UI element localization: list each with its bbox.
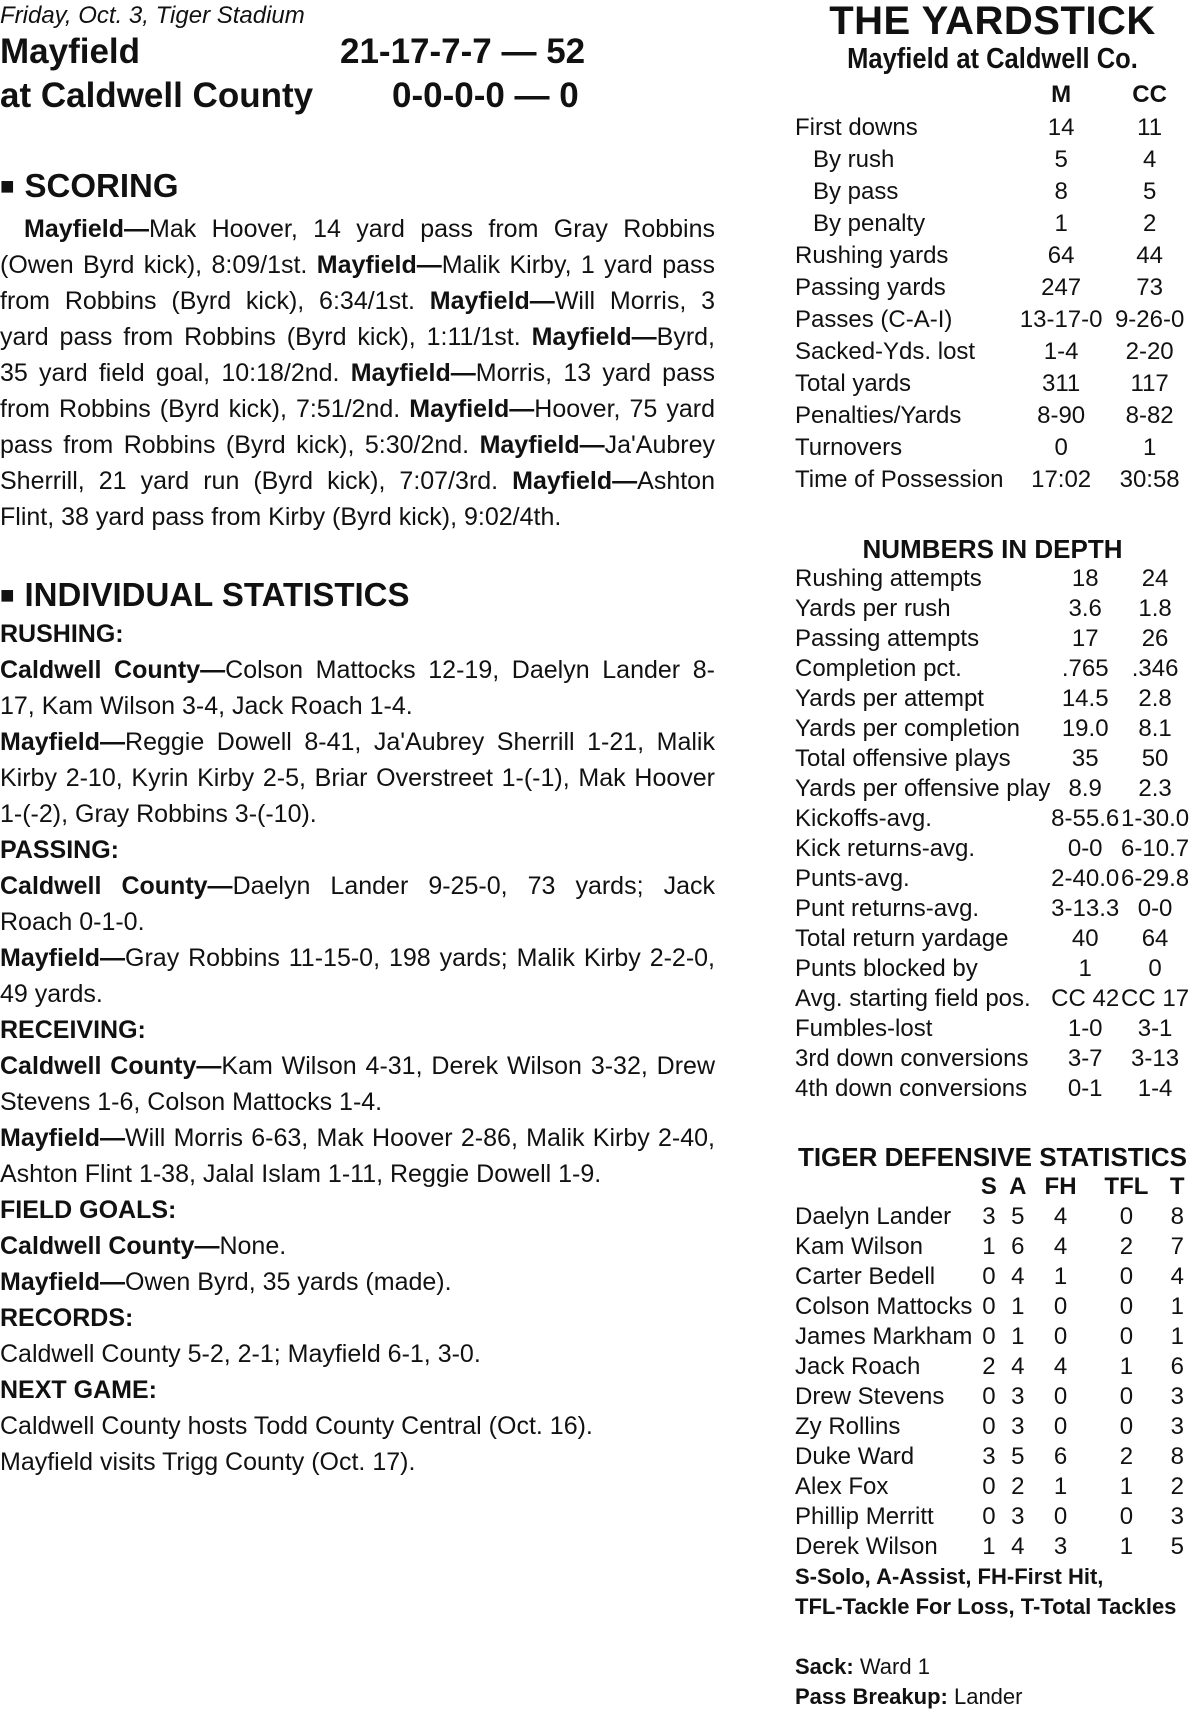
defender-stat: 0	[1053, 1323, 1068, 1350]
def-col-header: S	[980, 1173, 997, 1200]
depth-row	[795, 804, 1190, 834]
defender-name: James Markham	[795, 1323, 973, 1350]
scoring-team: Mayfield—	[512, 467, 638, 495]
depth-caldwell: .346	[1131, 655, 1179, 682]
stat-mayfield: 13-17-0	[1019, 306, 1103, 333]
stat-caldwell: 4	[1142, 146, 1157, 173]
defender-row	[795, 1352, 1190, 1382]
yardstick-row	[795, 400, 1190, 432]
depth-mayfield: 8-55.6	[1051, 805, 1120, 832]
defender-stat: 5	[1011, 1203, 1025, 1230]
defender-stat: 3	[982, 1203, 996, 1230]
depth-mayfield: 8.9	[1068, 775, 1102, 802]
records-text: Caldwell County 5-2, 2-1; Mayfield 6-1, 3-0.	[0, 1340, 481, 1368]
yardstick-table	[795, 78, 1190, 496]
defender-stat: 2	[1170, 1473, 1184, 1500]
square-bullet-icon: ■	[0, 173, 15, 200]
stat-label: By penalty	[813, 210, 926, 237]
stat-mayfield: 0	[1054, 434, 1068, 461]
scoring-play: Morris, 13 yard pass from Robbins (Byrd kick), 7:51/2nd.	[0, 359, 715, 423]
defender-stat: 0	[1119, 1383, 1134, 1410]
passing-heading: PASSING:	[0, 836, 119, 864]
yardstick-row	[795, 304, 1190, 336]
defender-stat: 3	[1011, 1503, 1025, 1530]
defender-stat: 0	[1119, 1323, 1134, 1350]
defender-stat: 0	[982, 1383, 996, 1410]
defender-stat: 6	[1011, 1233, 1025, 1260]
depth-caldwell: 0-0	[1137, 895, 1173, 922]
depth-mayfield: 3.6	[1068, 595, 1102, 622]
depth-caldwell: 24	[1141, 565, 1169, 592]
stat-caldwell: 5	[1142, 178, 1157, 205]
receiving-mayfield: Mayfield—Will Morris 6-63, Mak Hoover 2-86, Malik Kirby 2-40, Ashton Flint 1-38, Jalal Islam 1-11, Reggie Dowell 1-9.	[0, 1124, 715, 1188]
stat-label: Passing yards	[795, 274, 946, 301]
defender-stat: 1	[1011, 1323, 1025, 1350]
yardstick-row	[795, 112, 1190, 144]
scoring-team: Mayfield—	[350, 359, 476, 387]
depth-label: Total offensive plays	[795, 745, 1011, 772]
defender-stat: 1	[1053, 1263, 1068, 1290]
depth-mayfield: 2-40.0	[1051, 865, 1120, 892]
depth-row	[795, 654, 1190, 684]
depth-label: Kick returns-avg.	[795, 835, 976, 862]
depth-row	[795, 774, 1190, 804]
passing-caldwell: Caldwell County—Daelyn Lander 9-25-0, 73 yards; Jack Roach 0-1-0.	[0, 872, 715, 936]
rushing-heading: RUSHING:	[0, 620, 124, 648]
records-heading: RECORDS:	[0, 1304, 134, 1332]
defensive-stats-table	[795, 1172, 1190, 1562]
defender-stat: 1	[982, 1233, 996, 1260]
defender-row	[795, 1202, 1190, 1232]
depth-label: Fumbles-lost	[795, 1015, 933, 1042]
defender-stat: 0	[982, 1323, 996, 1350]
depth-mayfield: 0-1	[1067, 1075, 1103, 1102]
scoring-team: Mayfield—	[479, 431, 605, 459]
depth-label: Punts blocked by	[795, 955, 978, 982]
depth-row	[795, 894, 1190, 924]
depth-mayfield: 14.5	[1061, 685, 1109, 712]
defender-stat: 0	[982, 1473, 996, 1500]
rushing-caldwell: Caldwell County—Colson Mattocks 12-19, Daelyn Lander 8-17, Kam Wilson 3-4, Jack Roach 1-4.	[0, 656, 715, 720]
stats-legend: S-Solo, A-Assist, FH-First Hit, TFL-Tackle For Loss, T-Total Tackles	[795, 1564, 1177, 1619]
defender-row	[795, 1292, 1190, 1322]
scoring-team: Mayfield—	[429, 287, 555, 315]
yardstick-row	[795, 240, 1190, 272]
defender-name: Derek Wilson	[795, 1533, 938, 1560]
defender-stat: 3	[1170, 1383, 1184, 1410]
depth-row	[795, 924, 1190, 954]
depth-mayfield: 3-7	[1067, 1045, 1103, 1072]
depth-label: Completion pct.	[795, 655, 962, 682]
defender-stat: 0	[982, 1503, 996, 1530]
depth-caldwell: 6-29.8	[1121, 865, 1190, 892]
scoring-play: Will Morris, 3 yard pass from Robbins (Byrd kick), 1:11/1st.	[0, 287, 715, 351]
depth-label: Passing attempts	[795, 625, 980, 652]
defender-name: Jack Roach	[795, 1353, 921, 1380]
stat-mayfield: 8-90	[1037, 402, 1086, 429]
defender-name: Zy Rollins	[795, 1413, 901, 1440]
score-team: at Caldwell County	[0, 76, 314, 115]
stat-mayfield: 1	[1054, 210, 1068, 237]
defender-row	[795, 1412, 1190, 1442]
depth-caldwell: 3-13	[1131, 1045, 1180, 1072]
defensive-stats-heading: TIGER DEFENSIVE STATISTICS	[797, 1142, 1188, 1172]
depth-caldwell: 64	[1141, 925, 1169, 952]
depth-caldwell: 8.1	[1138, 715, 1172, 742]
numbers-in-depth-heading: NUMBERS IN DEPTH	[862, 534, 1123, 564]
defender-row	[795, 1532, 1190, 1562]
depth-caldwell: CC 17	[1121, 985, 1190, 1012]
defender-stat: 0	[982, 1293, 996, 1320]
yardstick-header-row	[795, 78, 1190, 112]
depth-caldwell: 1-4	[1137, 1075, 1173, 1102]
defender-name: Alex Fox	[795, 1473, 889, 1500]
depth-mayfield: 18	[1071, 565, 1099, 592]
score-line: 21-17-7-7 — 52	[340, 32, 586, 71]
yardstick-row	[795, 176, 1190, 208]
depth-mayfield: 17	[1071, 625, 1099, 652]
depth-row	[795, 1014, 1190, 1044]
yardstick-row	[795, 432, 1190, 464]
col-header: CC	[1132, 81, 1167, 108]
depth-mayfield: 1-0	[1067, 1015, 1103, 1042]
dateline: Friday, Oct. 3, Tiger Stadium	[0, 2, 305, 29]
defender-stat: 3	[1170, 1503, 1184, 1530]
stat-label: By rush	[813, 146, 895, 173]
def-col-header: A	[1009, 1173, 1027, 1200]
yardstick-row	[795, 336, 1190, 368]
def-col-header: FH	[1044, 1173, 1077, 1200]
defense-notes	[795, 1652, 1190, 1712]
defender-row	[795, 1472, 1190, 1502]
stat-caldwell: 73	[1136, 274, 1163, 301]
defender-stat: 6	[1053, 1443, 1068, 1470]
defender-stat: 0	[1119, 1503, 1134, 1530]
depth-caldwell: 26	[1141, 625, 1169, 652]
yardstick-title: THE YARDSTICK	[829, 0, 1156, 43]
defender-row	[795, 1232, 1190, 1262]
depth-row	[795, 1044, 1190, 1074]
next-game-caldwell: Caldwell County hosts Todd County Central (Oct. 16).	[0, 1412, 593, 1440]
yardstick-row	[795, 464, 1190, 496]
next-game-heading: NEXT GAME:	[0, 1376, 157, 1404]
depth-caldwell: 2.8	[1138, 685, 1172, 712]
depth-row	[795, 984, 1190, 1014]
stat-caldwell: 1	[1142, 434, 1157, 461]
depth-row	[795, 954, 1190, 984]
stat-label: Total yards	[795, 370, 912, 397]
depth-mayfield: 3-13.3	[1051, 895, 1120, 922]
def-col-header: TFL	[1104, 1173, 1149, 1200]
defender-row	[795, 1262, 1190, 1292]
depth-mayfield: 35	[1071, 745, 1099, 772]
receiving-heading: RECEIVING:	[0, 1016, 146, 1044]
depth-caldwell: 2.3	[1138, 775, 1172, 802]
col-header: M	[1051, 81, 1072, 108]
scoring-team: Mayfield—	[316, 251, 442, 279]
defender-stat: 1	[1119, 1473, 1134, 1500]
yardstick-column	[795, 0, 1190, 1712]
depth-row	[795, 594, 1190, 624]
defender-row	[795, 1382, 1190, 1412]
stat-label: Sacked-Yds. lost	[795, 338, 976, 365]
scoring-play: Byrd, 35 yard field goal, 10:18/2nd.	[0, 323, 715, 387]
defender-name: Kam Wilson	[795, 1233, 924, 1260]
depth-label: 4th down conversions	[795, 1075, 1028, 1102]
score-team: Mayfield	[0, 32, 141, 71]
yardstick-subtitle: Mayfield at Caldwell Co.	[847, 43, 1138, 75]
depth-mayfield: 1	[1078, 955, 1092, 982]
depth-row	[795, 864, 1190, 894]
depth-caldwell: 3-1	[1137, 1015, 1173, 1042]
rushing-mayfield: Mayfield—Reggie Dowell 8-41, Ja'Aubrey Sherrill 1-21, Malik Kirby 2-10, Kyrin Kirby 2-5, Briar Overstreet 1-(-1), Mak Hoover 1-(-2), Gray Robbins 3-(-10).	[0, 728, 715, 828]
stat-label: Time of Possession	[795, 466, 1004, 493]
depth-label: Yards per offensive play	[795, 775, 1051, 802]
defender-name: Drew Stevens	[795, 1383, 945, 1410]
defender-stat: 2	[1011, 1473, 1025, 1500]
defender-name: Duke Ward	[795, 1443, 915, 1470]
stat-caldwell: 9-26-0	[1114, 306, 1185, 333]
depth-caldwell: 0	[1148, 955, 1162, 982]
yardstick-row	[795, 272, 1190, 304]
depth-row	[795, 1074, 1190, 1104]
defender-stat: 4	[1170, 1263, 1184, 1290]
depth-row	[795, 624, 1190, 654]
scoring-play: Ashton Flint, 38 yard pass from Kirby (Byrd kick), 9:02/4th.	[0, 467, 715, 531]
defender-stat: 0	[982, 1413, 996, 1440]
depth-label: Rushing attempts	[795, 565, 982, 592]
depth-label: Yards per attempt	[795, 685, 984, 712]
fg-caldwell: Caldwell County—None.	[0, 1232, 287, 1260]
stat-mayfield: 247	[1041, 274, 1082, 301]
scoring-heading: ■ SCORING	[0, 167, 179, 204]
score-row-mayfield	[0, 30, 715, 74]
defender-row	[795, 1502, 1190, 1532]
defender-name: Colson Mattocks	[795, 1293, 973, 1320]
defender-stat: 4	[1011, 1263, 1025, 1290]
depth-label: Kickoffs-avg.	[795, 805, 932, 832]
defender-stat: 2	[982, 1353, 996, 1380]
numbers-in-depth-table	[795, 564, 1190, 1104]
score-row-caldwell	[0, 74, 715, 118]
defender-stat: 3	[982, 1443, 996, 1470]
defender-stat: 0	[1119, 1413, 1134, 1440]
sack-note: Sack: Ward 1	[795, 1654, 930, 1679]
yardstick-row	[795, 368, 1190, 400]
stat-caldwell: 2-20	[1125, 338, 1174, 365]
next-game-mayfield: Mayfield visits Trigg County (Oct. 17).	[0, 1448, 416, 1476]
scoring-play: Ja'Aubrey Sherrill, 21 yard run (Byrd kick), 7:07/3rd.	[0, 431, 715, 495]
defender-stat: 4	[1011, 1533, 1025, 1560]
pass-breakup-note: Pass Breakup: Lander	[795, 1684, 1023, 1709]
defender-name: Daelyn Lander	[795, 1203, 952, 1230]
stat-mayfield: 8	[1054, 178, 1068, 205]
defender-stat: 1	[1119, 1353, 1134, 1380]
defender-stat: 5	[1170, 1533, 1184, 1560]
stat-label: Penalties/Yards	[795, 402, 962, 429]
scoring-play: Malik Kirby, 1 yard pass from Robbins (Byrd kick), 6:34/1st.	[0, 251, 715, 315]
depth-row	[795, 684, 1190, 714]
depth-mayfield: CC 42	[1051, 985, 1120, 1012]
def-col-header: T	[1169, 1173, 1185, 1200]
defender-stat: 1	[1119, 1533, 1134, 1560]
stat-label: Passes (C-A-I)	[795, 306, 953, 333]
defender-stat: 8	[1170, 1443, 1184, 1470]
defender-stat: 2	[1119, 1233, 1134, 1260]
fg-mayfield: Mayfield—Owen Byrd, 35 yards (made).	[0, 1268, 452, 1296]
field-goals-heading: FIELD GOALS:	[0, 1196, 177, 1224]
stat-label: Turnovers	[795, 434, 903, 461]
stat-label: By pass	[813, 178, 899, 205]
stat-caldwell: 2	[1142, 210, 1157, 237]
defender-stat: 1	[1170, 1323, 1184, 1350]
stat-label: First downs	[795, 114, 918, 141]
depth-label: Punts-avg.	[795, 865, 910, 892]
passing-mayfield: Mayfield—Gray Robbins 11-15-0, 198 yards; Malik Kirby 2-2-0, 49 yards.	[0, 944, 715, 1008]
depth-label: Yards per completion	[795, 715, 1020, 742]
scoring-play: Mak Hoover, 14 yard pass from Gray Robbins (Owen Byrd kick), 8:09/1st.	[0, 215, 715, 279]
defender-stat: 3	[1170, 1413, 1184, 1440]
scoring-team: Mayfield—	[409, 395, 535, 423]
depth-mayfield: .765	[1061, 655, 1109, 682]
receiving-caldwell: Caldwell County—Kam Wilson 4-31, Derek Wilson 3-32, Drew Stevens 1-6, Colson Mattocks 1-4.	[0, 1052, 716, 1116]
individual-stats-heading: ■ INDIVIDUAL STATISTICS	[0, 576, 410, 613]
defender-name: Phillip Merritt	[795, 1503, 934, 1530]
defender-stat: 3	[1011, 1413, 1025, 1440]
defender-stat: 0	[982, 1263, 996, 1290]
depth-label: 3rd down conversions	[795, 1045, 1029, 1072]
defender-stat: 0	[1119, 1203, 1134, 1230]
square-bullet-icon: ■	[0, 582, 15, 609]
score-line: 0-0-0-0 — 0	[392, 76, 579, 115]
stat-mayfield: 64	[1047, 242, 1075, 269]
depth-mayfield: 40	[1071, 925, 1099, 952]
yardstick-row	[795, 208, 1190, 240]
defender-name: Carter Bedell	[795, 1263, 936, 1290]
scoring-play: Hoover, 75 yard pass from Robbins (Byrd kick), 5:30/2nd.	[0, 395, 715, 459]
depth-label: Yards per rush	[795, 595, 951, 622]
depth-caldwell: 1.8	[1138, 595, 1172, 622]
depth-row	[795, 834, 1190, 864]
depth-label: Total return yardage	[795, 925, 1009, 952]
def-header-row	[795, 1172, 1190, 1202]
depth-caldwell: 50	[1141, 745, 1169, 772]
defender-stat: 1	[1170, 1293, 1184, 1320]
depth-label: Avg. starting field pos.	[795, 985, 1031, 1012]
stat-caldwell: 30:58	[1119, 466, 1180, 493]
stat-mayfield: 17:02	[1031, 466, 1092, 493]
defender-row	[795, 1442, 1190, 1472]
scoring-team: Mayfield—	[24, 215, 150, 243]
defender-stat: 4	[1011, 1353, 1025, 1380]
defender-stat: 7	[1170, 1233, 1184, 1260]
depth-row	[795, 714, 1190, 744]
defender-stat: 0	[1053, 1413, 1068, 1440]
stat-mayfield: 1-4	[1043, 338, 1079, 365]
stat-caldwell: 117	[1130, 370, 1169, 397]
depth-row	[795, 744, 1190, 774]
depth-caldwell: 6-10.7	[1121, 835, 1190, 862]
scoring-summary	[0, 211, 715, 535]
defender-stat: 0	[1119, 1263, 1134, 1290]
depth-mayfield: 19.0	[1061, 715, 1109, 742]
depth-mayfield: 0-0	[1067, 835, 1103, 862]
defender-stat: 5	[1011, 1443, 1025, 1470]
stat-caldwell: 44	[1136, 242, 1163, 269]
stat-label: Rushing yards	[795, 242, 949, 269]
defender-stat: 1	[1011, 1293, 1025, 1320]
defender-stat: 0	[1053, 1383, 1068, 1410]
defender-stat: 0	[1053, 1503, 1068, 1530]
defender-stat: 1	[982, 1533, 996, 1560]
depth-label: Punt returns-avg.	[795, 895, 980, 922]
defender-stat: 3	[1053, 1533, 1068, 1560]
stat-mayfield: 14	[1047, 114, 1075, 141]
depth-row	[795, 564, 1190, 594]
defender-stat: 4	[1053, 1203, 1068, 1230]
scoring-team: Mayfield—	[531, 323, 657, 351]
defender-stat: 4	[1053, 1233, 1068, 1260]
defender-stat: 0	[1053, 1293, 1068, 1320]
defender-stat: 4	[1053, 1353, 1068, 1380]
defender-stat: 3	[1011, 1383, 1025, 1410]
yardstick-row	[795, 144, 1190, 176]
defender-row	[795, 1322, 1190, 1352]
depth-caldwell: 1-30.0	[1121, 805, 1190, 832]
defender-stat: 6	[1170, 1353, 1184, 1380]
stat-mayfield: 311	[1042, 370, 1081, 397]
defender-stat: 0	[1119, 1293, 1134, 1320]
defender-stat: 8	[1170, 1203, 1184, 1230]
stat-caldwell: 8-82	[1125, 402, 1174, 429]
defender-stat: 1	[1053, 1473, 1068, 1500]
defender-stat: 2	[1119, 1443, 1134, 1470]
stat-caldwell: 11	[1137, 114, 1163, 141]
stat-mayfield: 5	[1054, 146, 1068, 173]
